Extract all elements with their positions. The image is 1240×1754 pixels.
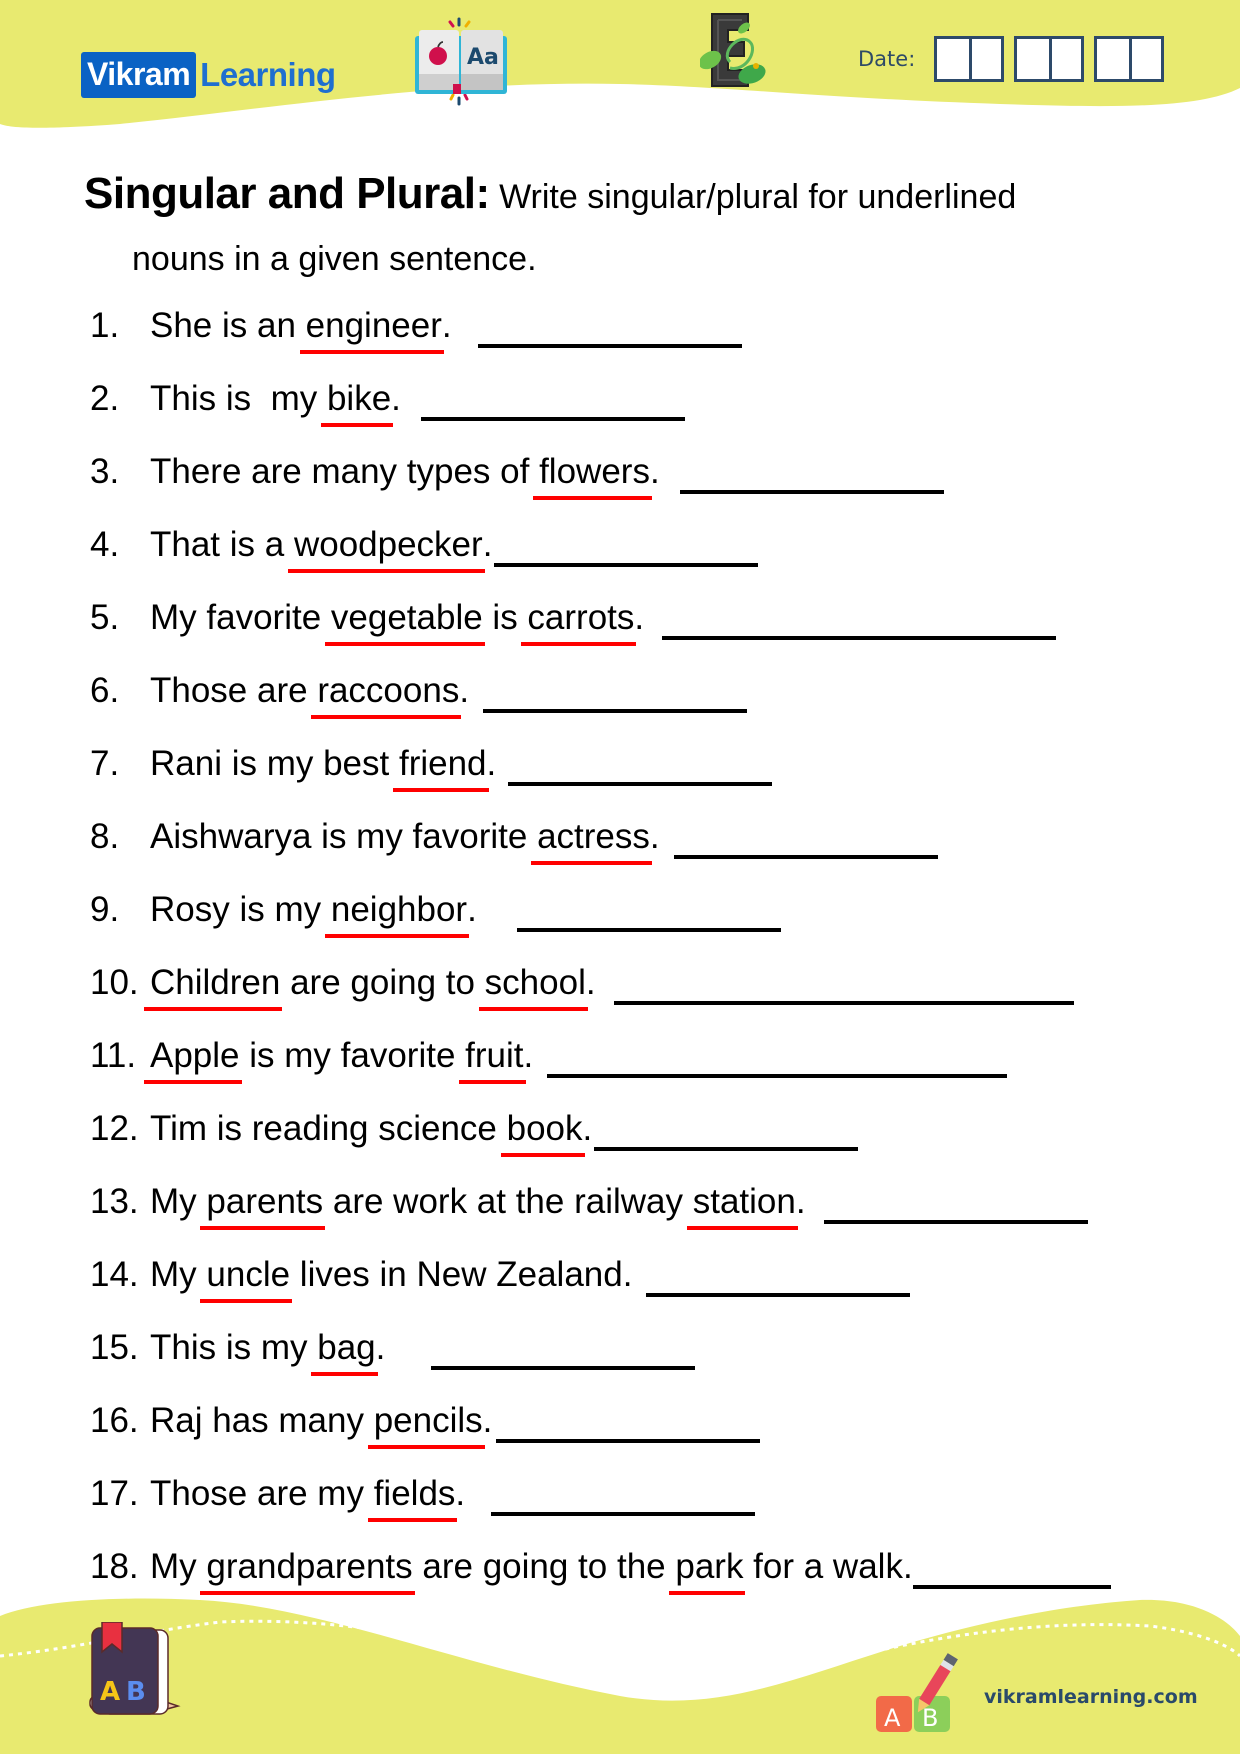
question-item xyxy=(90,1036,1210,1109)
question-text: Those are raccoons. xyxy=(150,671,470,710)
question-text: This is my bag. xyxy=(150,1328,386,1367)
ab-blocks-pencil-icon xyxy=(872,1650,962,1736)
underlined-noun: grandparents xyxy=(206,1547,413,1586)
underlined-noun: pencils xyxy=(373,1401,483,1440)
title-instruction: Write singular/plural for underlined xyxy=(499,178,1017,216)
question-item xyxy=(90,963,1210,1036)
question-text: Aishwarya is my favorite actress. xyxy=(150,817,660,856)
title-heading: Singular and Plural: xyxy=(84,169,490,218)
footer-band xyxy=(0,1596,1240,1754)
underlined-noun: carrots xyxy=(527,598,635,637)
question-text: This is my bike. xyxy=(150,379,401,418)
date-day-box[interactable] xyxy=(934,36,1004,82)
date-digit-cell[interactable] xyxy=(1017,39,1049,79)
question-number: 8. xyxy=(90,817,120,856)
worksheet-title xyxy=(84,160,1184,287)
underlined-noun: raccoons xyxy=(317,671,460,710)
answer-blank[interactable] xyxy=(824,1220,1088,1224)
underlined-noun: school xyxy=(484,963,586,1002)
question-number: 7. xyxy=(90,744,120,783)
underlined-noun: station xyxy=(692,1182,796,1221)
question-text: My parents are work at the railway station. xyxy=(150,1182,806,1221)
question-item xyxy=(90,817,1210,890)
question-item xyxy=(90,379,1210,452)
svg-text:B: B xyxy=(126,1677,146,1707)
question-text: Tim is reading science book. xyxy=(150,1109,593,1148)
date-digit-cell[interactable] xyxy=(1097,39,1129,79)
ab-book-icon xyxy=(84,1622,184,1718)
question-text: Those are my fields. xyxy=(150,1474,466,1513)
question-number: 2. xyxy=(90,379,120,418)
underlined-noun: engineer xyxy=(305,306,442,345)
underlined-noun: fruit xyxy=(465,1036,524,1075)
question-item xyxy=(90,1474,1210,1547)
question-item xyxy=(90,890,1210,963)
question-text: That is a woodpecker. xyxy=(150,525,493,564)
logo-vikram: Vikram xyxy=(81,52,196,98)
svg-text:B: B xyxy=(922,1704,939,1732)
question-text: My favorite vegetable is carrots. xyxy=(150,598,645,637)
open-book-icon xyxy=(413,16,509,108)
answer-blank[interactable] xyxy=(662,636,1056,640)
answer-blank[interactable] xyxy=(496,1439,760,1443)
question-number: 13. xyxy=(90,1182,139,1221)
question-item xyxy=(90,306,1210,379)
question-item xyxy=(90,744,1210,817)
date-year-box[interactable] xyxy=(1094,36,1164,82)
date-input-boxes xyxy=(934,36,1164,82)
logo-learning: Learning xyxy=(200,56,336,93)
underlined-noun: vegetable xyxy=(330,598,483,637)
question-number: 5. xyxy=(90,598,120,637)
question-number: 11. xyxy=(90,1036,137,1075)
svg-text:A: A xyxy=(100,1677,121,1707)
date-digit-cell[interactable] xyxy=(969,39,1001,79)
answer-blank[interactable] xyxy=(483,709,747,713)
svg-text:Aa: Aa xyxy=(467,45,499,70)
underlined-noun: fields xyxy=(373,1474,456,1513)
question-text: Children are going to school. xyxy=(150,963,596,1002)
question-item xyxy=(90,598,1210,671)
answer-blank[interactable] xyxy=(913,1585,1111,1589)
answer-blank[interactable] xyxy=(547,1074,1007,1078)
answer-blank[interactable] xyxy=(421,417,685,421)
question-text: She is an engineer. xyxy=(150,306,452,345)
question-number: 1. xyxy=(90,306,120,345)
question-text: Rosy is my neighbor. xyxy=(150,890,477,929)
underlined-noun: bike xyxy=(326,379,392,418)
question-text: Apple is my favorite fruit. xyxy=(150,1036,534,1075)
question-text: Raj has many pencils. xyxy=(150,1401,493,1440)
underlined-noun: parents xyxy=(206,1182,324,1221)
question-number: 18. xyxy=(90,1547,139,1586)
underlined-noun: bag xyxy=(317,1328,376,1367)
question-list xyxy=(90,306,1210,1620)
underlined-noun: friend xyxy=(398,744,487,783)
underlined-noun: woodpecker xyxy=(293,525,483,564)
underlined-noun: actress xyxy=(537,817,650,856)
vikram-learning-logo xyxy=(81,51,336,99)
question-number: 17. xyxy=(90,1474,139,1513)
answer-blank[interactable] xyxy=(614,1001,1074,1005)
question-item xyxy=(90,525,1210,598)
underlined-noun: Apple xyxy=(150,1036,240,1075)
answer-blank[interactable] xyxy=(508,782,772,786)
answer-blank[interactable] xyxy=(594,1147,858,1151)
question-text: There are many types of flowers. xyxy=(150,452,660,491)
question-text: Rani is my best friend. xyxy=(150,744,497,783)
question-item xyxy=(90,1182,1210,1255)
question-number: 9. xyxy=(90,890,120,929)
underlined-noun: flowers xyxy=(539,452,650,491)
answer-blank[interactable] xyxy=(517,928,781,932)
date-digit-cell[interactable] xyxy=(1049,39,1081,79)
question-item xyxy=(90,1401,1210,1474)
question-item xyxy=(90,1109,1210,1182)
answer-blank[interactable] xyxy=(491,1512,755,1516)
answer-blank[interactable] xyxy=(431,1366,695,1370)
question-number: 16. xyxy=(90,1401,139,1440)
date-month-box[interactable] xyxy=(1014,36,1084,82)
question-number: 4. xyxy=(90,525,120,564)
question-number: 3. xyxy=(90,452,120,491)
question-item xyxy=(90,452,1210,525)
question-number: 15. xyxy=(90,1328,139,1367)
date-digit-cell[interactable] xyxy=(937,39,969,79)
answer-blank[interactable] xyxy=(478,344,742,348)
underlined-noun: Children xyxy=(150,963,281,1002)
answer-blank[interactable] xyxy=(494,563,758,567)
svg-text:A: A xyxy=(884,1704,901,1732)
question-item xyxy=(90,671,1210,744)
date-digit-cell[interactable] xyxy=(1129,39,1161,79)
title-instruction-cont: nouns in a given sentence. xyxy=(132,240,537,278)
underlined-noun: park xyxy=(675,1547,744,1586)
date-label: Date: xyxy=(858,47,916,71)
website-url[interactable]: vikramlearning.com xyxy=(984,1686,1198,1708)
question-text: My uncle lives in New Zealand. xyxy=(150,1255,633,1294)
answer-blank[interactable] xyxy=(680,490,944,494)
underlined-noun: neighbor xyxy=(330,890,468,929)
answer-blank[interactable] xyxy=(646,1293,910,1297)
question-number: 6. xyxy=(90,671,120,710)
question-number: 12. xyxy=(90,1109,139,1148)
underlined-noun: book xyxy=(506,1109,583,1148)
question-number: 10. xyxy=(90,963,139,1002)
question-item xyxy=(90,1255,1210,1328)
question-number: 14. xyxy=(90,1255,139,1294)
answer-blank[interactable] xyxy=(674,855,938,859)
underlined-noun: uncle xyxy=(206,1255,291,1294)
letter-e-icon xyxy=(700,12,772,88)
question-text: My grandparents are going to the park for a walk. xyxy=(150,1547,913,1586)
question-item xyxy=(90,1328,1210,1401)
